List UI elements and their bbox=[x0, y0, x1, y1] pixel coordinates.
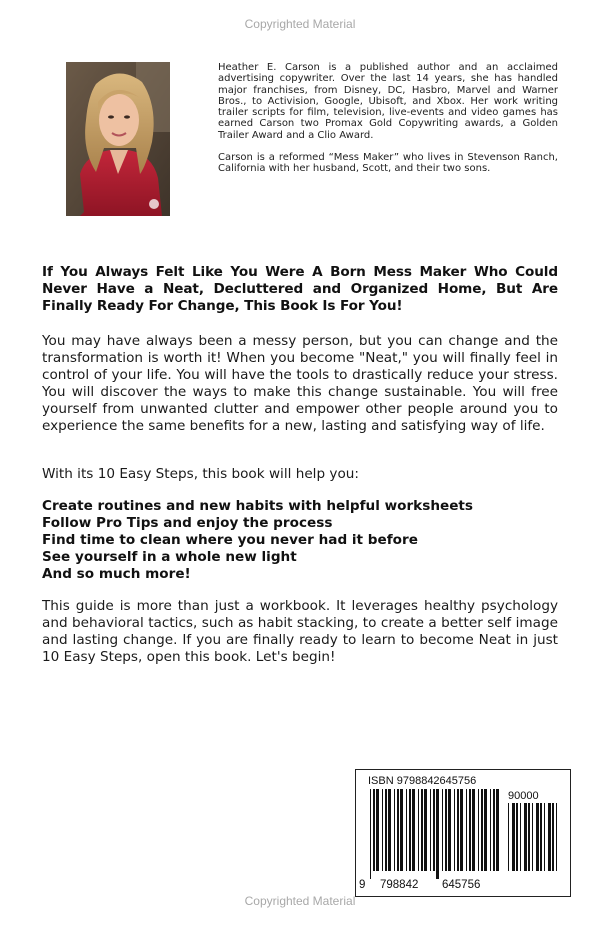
barcode-bar bbox=[376, 789, 379, 871]
barcode-bar bbox=[493, 789, 495, 871]
barcode-bars bbox=[370, 789, 502, 879]
barcode-bar bbox=[445, 789, 447, 871]
barcode-bar bbox=[373, 789, 375, 871]
price-code: 90000 bbox=[508, 790, 539, 802]
barcode-bar bbox=[448, 789, 451, 871]
barcode-bar bbox=[520, 803, 521, 871]
barcode-bar bbox=[454, 789, 455, 871]
barcode-bar bbox=[418, 789, 419, 871]
barcode-bar bbox=[536, 803, 539, 871]
barcode-bar bbox=[528, 803, 530, 871]
steps-intro: With its 10 Easy Steps, this book will help you: bbox=[42, 466, 359, 482]
barcode-bar bbox=[490, 789, 491, 871]
intro-paragraph: You may have always been a messy person, but you can change and the transformation is worth it! When you become "Neat," you will finally feel in control of your life. You will have the tools to drastically reduce your stress. You will discover the ways to make this change sustainable. You will free yourself from unwanted clutter and empower other people around you to experience the same benefits for a new, lasting and satisfying way of life. bbox=[42, 333, 558, 434]
isbn-label: ISBN 9798842645756 bbox=[368, 775, 477, 787]
barcode-bar bbox=[512, 803, 515, 871]
barcode-bar bbox=[524, 803, 527, 871]
isbn-barcode bbox=[355, 769, 571, 897]
barcode-bar bbox=[496, 789, 499, 871]
isbn-digit-group: 798842 bbox=[380, 879, 419, 891]
barcode-bar bbox=[442, 789, 443, 871]
barcode-bar bbox=[466, 789, 467, 871]
barcode-bar bbox=[400, 789, 403, 871]
barcode-bar bbox=[548, 803, 551, 871]
list-item: And so much more! bbox=[42, 566, 191, 582]
barcode-bar bbox=[382, 789, 383, 871]
barcode-bar bbox=[394, 789, 395, 871]
bio-paragraph: Carson is a reformed “Mess Maker” who lives in Stevenson Ranch, California with her husband, Scott, and their two sons. bbox=[218, 152, 558, 175]
isbn-digit-group: 645756 bbox=[442, 879, 481, 891]
barcode-bar bbox=[430, 789, 431, 871]
barcode-bar bbox=[421, 789, 423, 871]
barcode-bar bbox=[424, 789, 427, 871]
author-bio bbox=[218, 62, 558, 186]
barcode-bar bbox=[397, 789, 399, 871]
benefits-list bbox=[42, 498, 558, 583]
barcode-bar bbox=[544, 803, 545, 871]
barcode-bar bbox=[385, 789, 387, 871]
list-item: Create routines and new habits with helpful worksheets bbox=[42, 498, 474, 514]
barcode-bar bbox=[460, 789, 463, 871]
barcode-bar bbox=[540, 803, 542, 871]
barcode-bar bbox=[478, 789, 479, 871]
barcode-bar bbox=[469, 789, 471, 871]
barcode-bar bbox=[508, 803, 509, 871]
copyright-watermark-bottom: Copyrighted Material bbox=[244, 894, 356, 908]
list-item: Find time to clean where you never had it before bbox=[42, 532, 418, 548]
isbn-digit-prefix: 9 bbox=[359, 879, 366, 891]
barcode-bar bbox=[412, 789, 415, 871]
barcode-bar bbox=[370, 789, 371, 879]
barcode-bar bbox=[556, 803, 557, 871]
bio-paragraph: Heather E. Carson is a published author and an acclaimed advertising copywriter. Over the last 14 years, she has handled major franchises, from Disney, DC, Hasbro, Marvel and Warner Bros., to Activision, Google, Ubisoft, and Xbox. Her work writing trailer scripts for film, television, live-events and video games has earned Carson two Promax Gold Copywriting awards, a Golden Trailer Award and a Clio Award. bbox=[218, 62, 558, 141]
barcode-bar bbox=[532, 803, 533, 871]
headline: If You Always Felt Like You Were A Born Mess Maker Who Could Never Have a Neat, Decluttered and Organized Home, But Are Finally Ready For Change, This Book Is For You! bbox=[42, 264, 558, 314]
barcode-bar bbox=[457, 789, 459, 871]
barcode-bar bbox=[436, 789, 439, 879]
barcode-bar bbox=[409, 789, 411, 871]
barcode-bar bbox=[388, 789, 391, 871]
barcode-bar bbox=[481, 789, 483, 871]
barcode-bar bbox=[516, 803, 518, 871]
barcode-bar bbox=[552, 803, 554, 871]
copyright-watermark-top: Copyrighted Material bbox=[244, 17, 356, 31]
barcode-bar bbox=[406, 789, 407, 871]
barcode-bar bbox=[433, 789, 435, 871]
barcode-addon-bars bbox=[508, 803, 562, 879]
barcode-bar bbox=[472, 789, 475, 871]
list-item: See yourself in a whole new light bbox=[42, 549, 297, 565]
list-item: Follow Pro Tips and enjoy the process bbox=[42, 515, 333, 531]
author-photo bbox=[66, 62, 170, 216]
closing-paragraph: This guide is more than just a workbook. It leverages healthy psychology and behavioral tactics, such as habit stacking, to create a better self image and lasting change. If you are finally ready to learn to become Neat in just 10 Easy Steps, open this book. Let's begin! bbox=[42, 598, 558, 665]
barcode-bar bbox=[484, 789, 487, 871]
